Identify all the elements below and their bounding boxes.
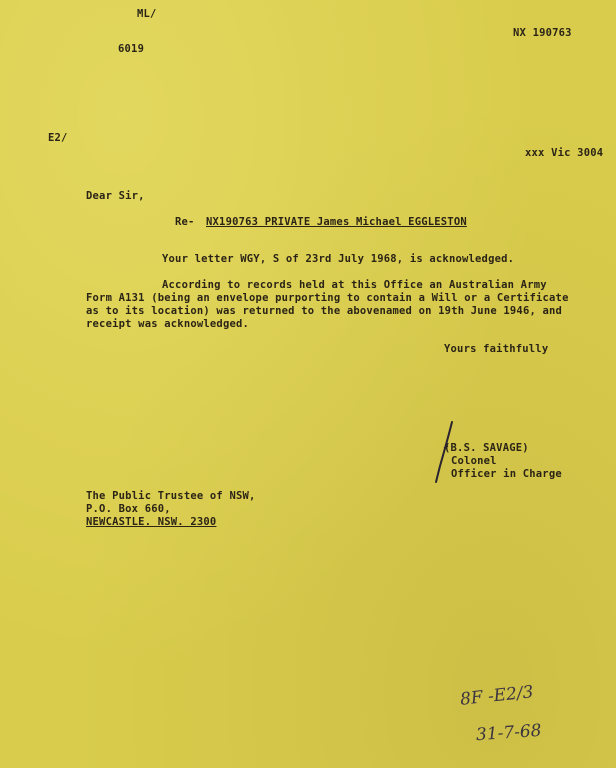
signatory-name: (B.S. SAVAGE)	[444, 442, 529, 454]
recipient-line-3: NEWCASTLE. NSW. 2300	[86, 516, 217, 528]
recipient-line-1: The Public Trustee of NSW,	[86, 490, 256, 502]
handwritten-note: 8F -E2/3	[459, 682, 535, 710]
recipient-line-2: P.O. Box 660,	[86, 503, 171, 515]
closing: Yours faithfully	[444, 343, 549, 355]
signatory-title: Officer in Charge	[451, 468, 562, 480]
reference-e2: E2/	[48, 132, 68, 144]
file-number: 6019	[118, 43, 145, 55]
paragraph-body-line-4: receipt was acknowledged.	[86, 318, 250, 330]
signatory-rank: Colonel	[451, 455, 497, 467]
subject-line: NX190763 PRIVATE James Michael EGGLESTON	[206, 216, 467, 228]
service-number: NX 190763	[513, 27, 572, 39]
reference-ml: ML/	[137, 8, 157, 20]
paragraph-body-line-1: According to records held at this Office an Australian Army	[162, 279, 547, 291]
reference-vic: xxx Vic 3004	[525, 147, 604, 159]
paragraph-body-line-2: Form A131 (being an envelope purporting to contain a Will or a Certificate	[86, 292, 569, 304]
salutation: Dear Sir,	[86, 190, 145, 202]
subject-label: Re-	[175, 216, 195, 228]
paragraph-acknowledgement: Your letter WGY, S of 23rd July 1968, is acknowledged.	[162, 253, 515, 265]
handwritten-date: 31-7-68	[475, 720, 543, 746]
paragraph-body-line-3: as to its location) was returned to the abovenamed on 19th June 1946, and	[86, 305, 563, 317]
